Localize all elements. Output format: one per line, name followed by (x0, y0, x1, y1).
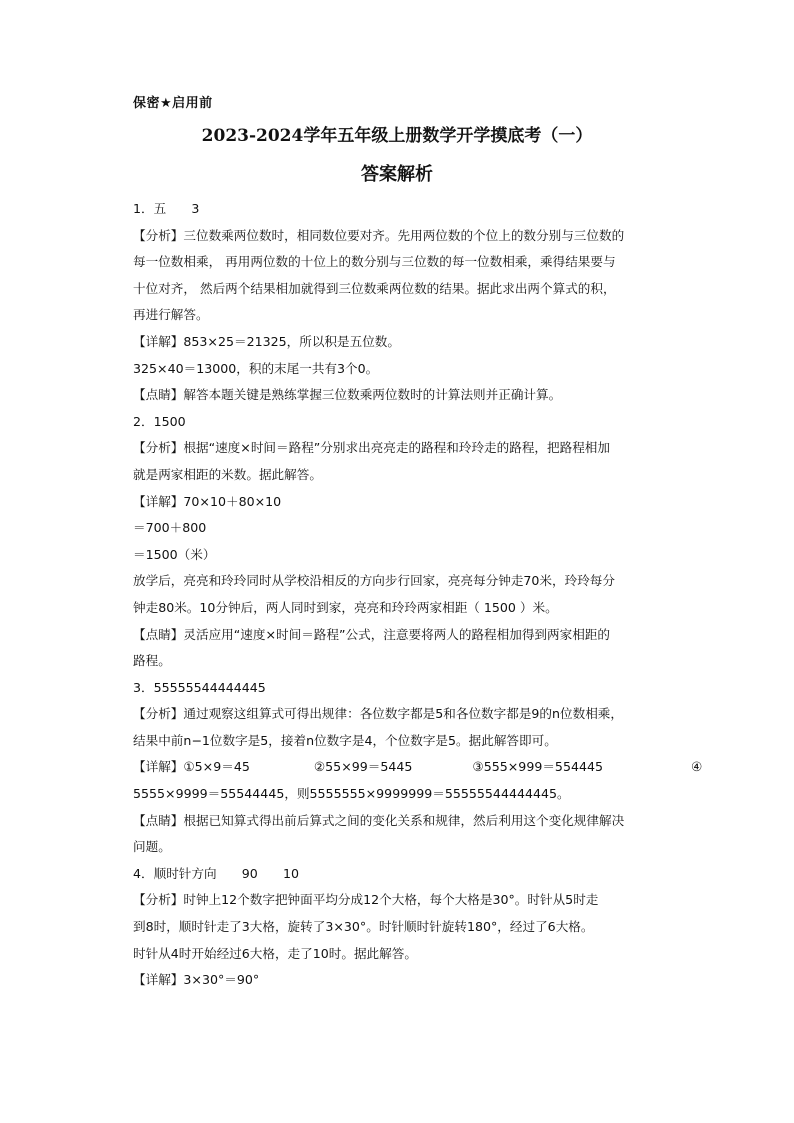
q2-answer: 2．1500 (133, 413, 186, 429)
q1-analysis-line: 十位对齐， 然后两个结果相加就得到三位数乘两位数的结果。据此求出两个算式的积， (133, 280, 616, 296)
document-subtitle: 答案解析 (361, 164, 433, 185)
q4-analysis-line: 时针从4时开始经过6大格，走了10时。据此解答。 (133, 945, 417, 961)
q3-comment-line: 【点睛】根据已知算式得出前后算式之间的变化关系和规律，然后利用这个变化规律解决 (133, 812, 625, 828)
q2-comment-line: 路程。 (133, 653, 171, 669)
answer-body (133, 196, 703, 994)
q4-answer: 4．顺时针方向 90 10 (133, 865, 300, 881)
q1-detail-line: 【详解】853×25＝21325，所以积是五位数。 (133, 333, 400, 349)
q3-answer: 3．55555544444445 (133, 679, 266, 695)
q4-analysis-line: 【分析】时钟上12个数字把钟面平均分成12个大格，每个大格是30°。时针从5时走 (133, 892, 599, 908)
q3-detail-item: 【详解】①5×9＝45 (133, 759, 250, 775)
q3-comment-line: 问题。 (133, 839, 171, 855)
q4-analysis-line: 到8时，顺时针走了3大格，旋转了3×30°。时针顺时针旋转180°，经过了6大格。 (133, 919, 594, 935)
q1-analysis-line: 【分析】三位数乘两位数时，相同数位要对齐。先用两位数的个位上的数分别与三位数的 (133, 227, 625, 243)
q4-detail-line: 【详解】3×30°＝90° (133, 972, 260, 988)
q2-detail-line: 【详解】70×10＋80×10 (133, 493, 282, 509)
q2-comment-line: 【点睛】灵活应用“速度×时间＝路程”公式，注意要将两人的路程相加得到两家相距的 (133, 626, 610, 642)
q3-detail-item: ④ (691, 759, 703, 775)
q1-answer: 1．五 3 (133, 201, 200, 216)
q2-analysis-line: 就是两家相距的米数。据此解答。 (133, 466, 322, 482)
q2-analysis-line: 【分析】根据“速度×时间＝路程”分别求出亮亮走的路程和玲玲走的路程，把路程相加 (133, 440, 610, 456)
q1-analysis-line: 再进行解答。 (133, 307, 209, 323)
q1-comment: 【点睛】解答本题关键是熟练掌握三位数乘两位数时的计算法则并正确计算。 (133, 387, 562, 403)
q2-detail-line: ＝700＋800 (133, 520, 207, 536)
q1-analysis-line: 每一位数相乘， 再用两位数的十位上的数分别与三位数的每一位数相乘，乘得结果要与 (133, 254, 616, 270)
q3-analysis-line: 【分析】通过观察这组算式可得出规律：各位数字都是5和各位数字都是9的n位数相乘， (133, 706, 623, 722)
q2-detail-line: 放学后，亮亮和玲玲同时从学校沿相反的方向步行回家，亮亮每分钟走70米，玲玲每分 (133, 573, 615, 589)
q2-detail-line: ＝1500（米） (133, 546, 216, 562)
q3-detail-item: ③555×999＝554445 (472, 759, 604, 775)
q3-detail-line: 5555×9999＝55544445，则5555555×9999999＝55555544444445。 (133, 786, 570, 802)
confidential-label: 保密★启用前 (133, 96, 213, 111)
document-title: 2023-2024学年五年级上册数学开学摸底考（一） (201, 126, 593, 146)
q3-analysis-line: 结果中前n−1位数字是5，接着n位数字是4，个位数字是5。据此解答即可。 (133, 732, 557, 748)
q3-detail-item: ②55×99＝5445 (313, 759, 413, 775)
q2-detail-line: 钟走80米。10分钟后，两人同时到家，亮亮和玲玲两家相距（ 1500 ）米。 (133, 599, 558, 615)
q3-detail-row (133, 754, 703, 781)
q1-detail-line: 325×40＝13000，积的末尾一共有3个0。 (133, 360, 379, 376)
